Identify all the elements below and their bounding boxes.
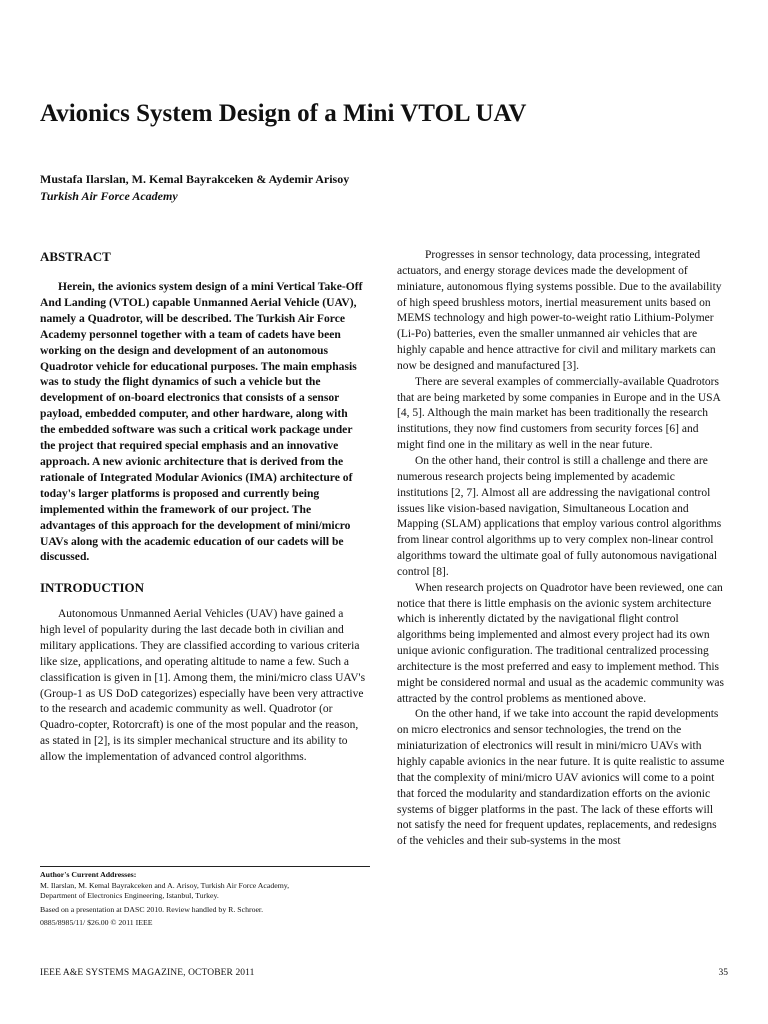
author-list: Mustafa Ilarslan, M. Kemal Bayrakceken & Aydemir Arisoy [40, 172, 350, 186]
body-paragraph: Progresses in sensor technology, data processing, integrated actuators, and energy storage devices made the development of miniature, autonomous flying systems possible. Due to the availability of high speed brushless motors, inertial measurement units based on MEMS technology and high power-to-weight ratio Lithium-Polymer (Li-Po) batteries, even the smaller unmanned air vehicles that are highly capable and hence attractive for civil and military markets can now be designed and manufactured [3]. [397, 249, 722, 372]
author-footnote [40, 866, 370, 929]
introduction-paragraph: Autonomous Unmanned Aerial Vehicles (UAV) have gained a high level of popularity during the last decade both in civilian and military applications. They are classified according to various criteria like size, applications, and operating altitude to name a few. Such a classification is given in [1]. Among them, the mini/micro class UAV's (Group-1 as US DoD categorizes) especially have been very attractive to the research and academic community as well. Quadrotor (or Quadro-copter, Rotorcraft) is one of the most popular and the reason, as stated in [2], is its simpler mechanical structure and its ability to allow the implementation of advanced control algorithms. [40, 608, 366, 763]
footnote-presentation: Based on a presentation at DASC 2010. Review handled by R. Schroer. [40, 904, 264, 914]
footnote-label: Author's Current Addresses: [40, 870, 137, 879]
introduction-heading: INTRODUCTION [40, 580, 145, 596]
author-affiliation: Turkish Air Force Academy [40, 189, 178, 203]
footnote-address-line: Department of Electronics Engineering, Istanbul, Turkey. [40, 891, 219, 900]
body-paragraph: There are several examples of commercially-available Quadrotors that are being marketed by some companies in Europe and in the USA [4, 5]. Although the main market has been traditionally the research institutions, they now find customers from security forces [6] and might find one in the military as well in the near future. [397, 375, 721, 452]
body-paragraph: When research projects on Quadrotor have been reviewed, one can notice that there is little emphasis on the avionic system architecture which is inherently dictated by the navigational flight control algorithms being implemented and almost every project had its own unique avionic configuration. The traditional centralized processing architecture is the most preferred and easy to implement method. This might be considered normal and usual as the academic community was attracted by the control problems as mentioned above. [397, 581, 725, 705]
abstract-heading: ABSTRACT [40, 249, 111, 264]
body-paragraph: On the other hand, their control is still a challenge and there are numerous research projects being implemented by academic institutions [2, 7]. Almost all are addressing the navigational control issues like vision-based navigation, Simultaneous Location and Mapping (SLAM) applications that employ various control algorithms from linear control algorithms up to very complex non-linear control algorithms toward the ultimate goal of fully autonomous navigational control [8]. [397, 454, 722, 578]
left-column [40, 248, 366, 766]
page-number: 35 [718, 968, 728, 978]
body-paragraph: On the other hand, if we take into account the rapid developments on micro electronics and sensor technologies, the trend on the miniaturization of electronics will result in mini/micro UAVs with highly capable avionics in the near future. It is quite realistic to assume that the complexity of mini/micro UAV avionics will come to a point that forced the modularity and standardization efforts on the avionic systems of bigger platforms in the past. The lack of these efforts will not satisfy the need for frequent updates, replacements, and redesigns of the vehicles and their sub-systems in the most [397, 708, 725, 848]
right-column [397, 248, 727, 850]
abstract-body: Herein, the avionics system design of a mini Vertical Take-Off And Landing (VTOL) capable Unmanned Aerial Vehicle (UAV), namely a Quadrotor, will be described. The Turkish Air Force Academy personnel together with a team of cadets have been working on the design and development of an autonomous Quadrotor vehicle for educational purposes. The main emphasis was to study the flight dynamics of such a vehicle but the development of on-board electronics that consists of a sensor payload, embedded computer, and other hardware, along with the embedded software was such a critical work package under the project that required special emphasis and an innovative approach. A new avionic architecture that is derived from the rationale of Integrated Modular Avionics (IMA) architecture of today's larger platforms is proposed and currently being implemented within the framework of our project. The advantages of this approach for the development of mini/micro UAVs along with the academic education of our cadets will be discussed. [40, 280, 363, 564]
journal-footer: IEEE A&E SYSTEMS MAGAZINE, OCTOBER 2011 [40, 968, 255, 978]
footnote-copyright: 0885/8985/11/ $26.00 © 2011 IEEE [40, 918, 153, 927]
paper-title: Avionics System Design of a Mini VTOL UAV [40, 100, 527, 127]
footnote-address-line: M. Ilarslan, M. Kemal Bayrakceken and A. Arisoy, Turkish Air Force Academy, [40, 880, 290, 890]
